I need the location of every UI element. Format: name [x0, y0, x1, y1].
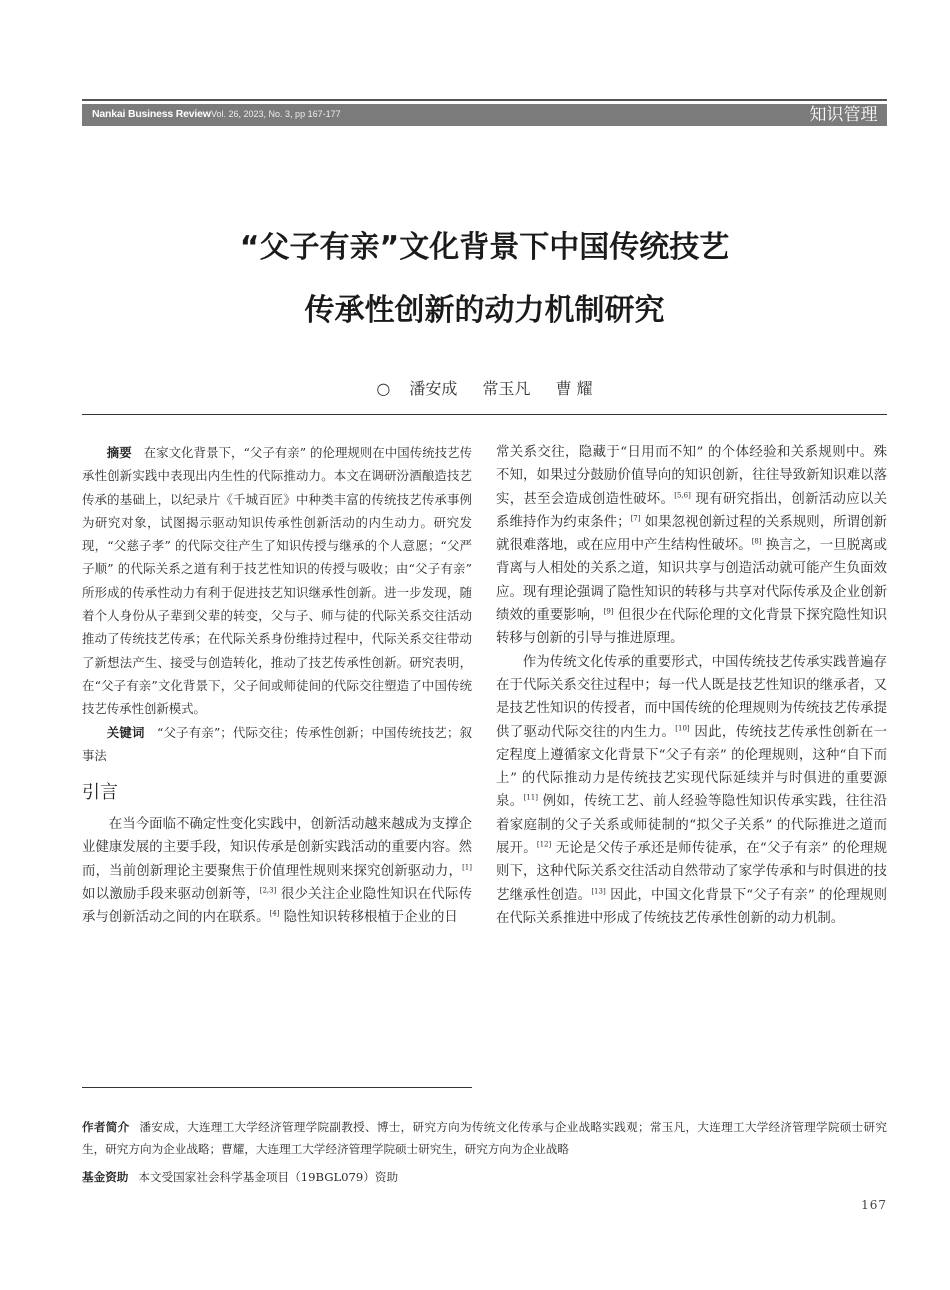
citation: [11] [523, 793, 538, 802]
text-run: 换言之，一旦脱离或背离与人相处的关系之道，知识共享与创造活动就可能产生负面效应。现有理论强调了隐性知识的转移与共享对代际传承及企业创新绩效的重要影响， [496, 538, 887, 624]
text-run: 在当今面临不确定性变化实践中，创新活动越来越成为支撑企业健康发展的主要手段，知识传承是创新实践活动的重要内容。然而，当前创新理论主要聚焦于价值理性规则来探究创新驱动力， [82, 817, 472, 879]
right-column [496, 441, 887, 930]
text-run: 因此，传统技艺传承性创新在一定程度上遵循家文化背景下“父子有亲” 的伦理规则，这种“自下而上” 的代际推动力是传统技艺实现代际延续并与时俱进的重要源泉。 [496, 724, 888, 810]
citation: [7] [630, 514, 641, 523]
citation: [4] [269, 909, 280, 918]
header-top-rule [82, 99, 887, 101]
keywords-label: 关键词 [106, 724, 145, 740]
journal-name: Nankai Business Review [92, 108, 211, 120]
abstract-label: 摘要 [106, 445, 132, 460]
funding-label: 基金资助 [82, 1170, 129, 1184]
body-paragraph [496, 441, 887, 651]
text-run: 隐性知识转移根植于企业的日 [279, 910, 458, 926]
page-number: 167 [861, 1198, 887, 1212]
text-run: 无论是父传子承还是师传徒承，在“父子有亲” 的伦理规则下，这种代际关系交往活动自然带动了家学传承和与时俱进的技艺继承性创造。 [496, 841, 888, 903]
citation: [10] [675, 724, 690, 733]
text-run: 如以激励手段来驱动创新等， [82, 887, 260, 903]
author-bio-label: 作者简介 [82, 1120, 130, 1134]
citation: [8] [751, 537, 762, 546]
left-column [82, 441, 472, 930]
footnote-divider [82, 1087, 472, 1088]
author-marker-icon: ○ [376, 379, 391, 398]
funding-text: 本文受国家社会科学基金项目（19BGL079）资助 [138, 1170, 399, 1184]
author-bio-text: 潘安成，大连理工大学经济管理学院副教授、博士，研究方向为传统文化传承与企业战略实践观；常玉凡，大连理工大学经济管理学院硕士研究生，研究方向为企业战略；曹耀，大连理工大学经济管理学院硕士研究生，研究方向为企业战略 [82, 1120, 887, 1156]
keywords [82, 721, 472, 768]
author-name: 常玉凡 [482, 379, 531, 398]
citation: [1] [462, 863, 472, 872]
text-run: 作为传统文化传承的重要形式，中国传统技艺传承实践普遍存在于代际关系交往过程中；每一代人既是技艺性知识的继承者，又是技艺性知识的传授者，而中国传统的伦理规则为传统技艺传承提供了驱动代际交往的内生力。 [496, 654, 887, 740]
author-name: 曹 耀 [555, 379, 593, 398]
citation: [12] [536, 840, 552, 849]
paper-title-line-2: 传承性创新的动力机制研究 [304, 293, 665, 328]
text-run: 但很少在代际伦理的文化背景下探究隐性知识转移与创新的引导与推进原理。 [496, 608, 888, 647]
text-run: 常关系交往，隐藏于“日用而不知” 的个体经验和关系规则中。殊不知，如果过分鼓励价值导向的知识创新，往往导致新知识难以落实，甚至会造成创造性破坏。 [496, 445, 887, 507]
section-label: 知识管理 [809, 105, 878, 125]
text-run: 例如，传统工艺、前人经验等隐性知识传承实践，往往沿着家庭制的父子关系或师徒制的“拟父子关系” 的代际推进之道而展开。 [496, 794, 888, 857]
title-divider [82, 414, 887, 415]
journal-volume-info: Vol. 26, 2023, No. 3, pp 167-177 [211, 109, 341, 119]
intro-paragraph [82, 813, 472, 929]
citation: [13] [591, 887, 606, 896]
funding-footnote [82, 1166, 887, 1188]
author-list [82, 376, 887, 399]
body-paragraph [496, 651, 887, 931]
text-run: 现有研究指出，创新活动应以关系维持作为约束条件； [496, 491, 888, 530]
citation: [9] [603, 607, 614, 616]
paper-title-line-1: “父子有亲”文化背景下中国传统技艺 [239, 230, 730, 265]
section-heading-intro: 引言 [82, 782, 118, 804]
citation: [5,6] [674, 491, 691, 500]
author-name: 潘安成 [409, 379, 458, 398]
text-run: 很少关注企业隐性知识在代际传承与创新活动之间的内在联系。 [82, 887, 472, 926]
keywords-text: “父子有亲”；代际交往；传承性创新；中国传统技艺；叙事法 [82, 724, 472, 763]
author-bio-footnote [82, 1116, 887, 1160]
abstract [82, 441, 472, 721]
text-run: 如果忽视创新过程的关系规则，所谓创新就很难落地，或在应用中产生结构性破坏。 [496, 514, 887, 554]
text-run: 因此，中国文化背景下“父子有亲” 的伦理规则在代际关系推进中形成了传统技艺传承性创新的动力机制。 [496, 887, 888, 926]
citation: [2,3] [259, 886, 277, 895]
abstract-text: 在家文化背景下，“父子有亲” 的伦理规则在中国传统技艺传承性创新实践中表现出内生性的代际推动力。本文在调研汾酒酿造技艺传承的基础上，以纪录片《千城百匠》中种类丰富的传统技艺传承事例为研究对象，试图揭示驱动知识传承性创新活动的内生动力。研究发现，“父慈子孝” 的代际交往产生了知识传授与继承的个人意愿；“父严子顺” 的代际关系之道有利于技艺性知识的传授与吸收；由“父子有亲” 所形成的传承性动力有利于促进技艺知识继承性创新。进一步发现，随着个人身份从子辈到父辈的转变，父与子、师与徒的代际关系交往活动推动了传统技艺传承；在代际关系身份维持过程中，代际关系交往带动了新想法产生、接受与创造转化，推动了技艺传承性创新。研究表明，在“父子有亲”文化背景下，父子间或师徒间的代际交往塑造了中国传统技艺传承性创新模式。 [82, 445, 472, 717]
